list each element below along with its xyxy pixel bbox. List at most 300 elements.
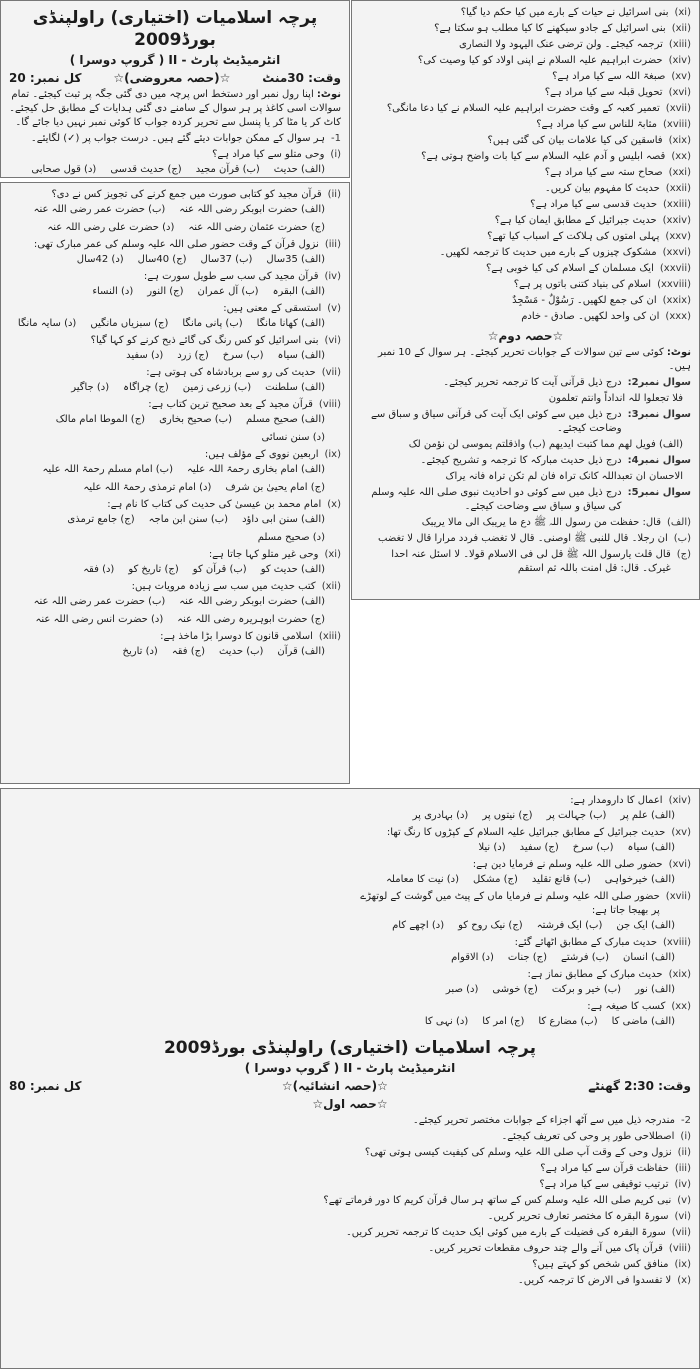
answer-option[interactable]: (ب) جہالت پر: [546, 810, 607, 821]
question-item: [352, 245, 699, 261]
answer-options: [1, 163, 349, 178]
question-item: [352, 53, 699, 69]
question-number: (xxv): [665, 231, 691, 242]
question-item: [1, 1273, 699, 1289]
question-item: [352, 69, 699, 85]
question-number: (xii): [321, 581, 341, 592]
long-question: [352, 485, 699, 515]
question-item: [1, 333, 349, 349]
answer-option[interactable]: (د) جاگیر: [71, 382, 110, 393]
total-marks: کل نمبر: 20: [9, 71, 82, 85]
answer-option[interactable]: (ب) سرخ: [572, 842, 614, 853]
answer-option[interactable]: (ب) قرآن کو: [192, 564, 247, 575]
question-text: کتب حدیث میں سب سے زیادہ مرویات ہیں:: [131, 581, 316, 592]
question-item: [1, 497, 349, 513]
arabic-text: فلا تجعلوا للہ انداداً وانتم تعلمون: [548, 393, 683, 404]
question-text: قرآن مجید کے بعد صحیح ترین کتاب ہے:: [148, 399, 313, 410]
long-question-text: درج ذیل میں سے کوئی دو احادیث نبوی صلی اللہ علیہ وسلم کی سیاق و سباق سے وضاحت کیجئے۔: [371, 487, 622, 512]
question-item: [349, 825, 699, 841]
question-item: [1, 301, 349, 317]
question-text: حدیث مبارک کے مطابق نماز ہے:: [527, 969, 663, 980]
answer-option[interactable]: (الف) حضرت ابوبکر رضی اللہ عنہ: [179, 596, 325, 607]
answer-options: [1, 349, 349, 365]
answer-option[interactable]: (ج) امر کا: [482, 1016, 525, 1027]
answer-option[interactable]: (الف) حدیث: [273, 164, 325, 175]
question-item: [352, 37, 699, 53]
question-text: حدیث کا مفہوم بیان کریں۔: [544, 183, 660, 194]
answer-option[interactable]: (ب) حضرت عمر رضی اللہ عنہ: [33, 596, 166, 607]
answer-option[interactable]: (ب) امام مسلم رحمۃ اللہ علیہ: [42, 464, 173, 475]
question-item: [349, 889, 699, 919]
question-text: حدیث قدسی سے کیا مراد ہے؟: [530, 199, 658, 210]
hadith-item: [352, 515, 699, 531]
question-text: حضرت ابراہیم علیہ السلام نے اپنی اولاد کو کیا وصیت کی؟: [417, 55, 663, 66]
answer-options: [349, 1015, 699, 1031]
question-number: (xv): [671, 827, 691, 838]
answer-options: [349, 873, 699, 889]
question-text: وحی متلو سے کیا مراد ہے؟: [212, 149, 325, 160]
question-text: بنی اسرائیل نے حیات کے بارے میں کیا حکم دیا گیا؟: [460, 7, 669, 18]
question-number: (xxi): [668, 167, 691, 178]
paper-subtitle-2: انٹرمیڈیٹ پارٹ - II ( گروپ دوسرا ): [244, 1061, 456, 1075]
question-number: (xvii): [665, 891, 691, 902]
question-text: اصطلاحی طور پر وحی کی تعریف کیجئے۔: [501, 1131, 675, 1142]
question-number: (xxix): [662, 295, 691, 306]
answer-option[interactable]: (ب) پانی مانگا: [182, 318, 243, 329]
answer-options: [349, 983, 699, 999]
question-item: [1, 579, 349, 595]
objective-header-panel: [0, 0, 350, 178]
question-item: [1, 187, 349, 203]
answer-option[interactable]: (ج) زرد: [177, 350, 209, 361]
hadith-label: (ب): [673, 533, 691, 544]
question-number: (xvi): [668, 87, 691, 98]
answer-option[interactable]: (ج) چراگاہ: [123, 382, 169, 393]
question-item: [1, 1225, 699, 1241]
question-item: [1, 629, 349, 645]
answer-options: [1, 203, 349, 237]
question-number: (xviii): [663, 937, 691, 948]
answer-options: [1, 645, 349, 661]
answer-option[interactable]: (ج) حدیث قدسی: [110, 164, 182, 175]
part-one-label: ☆حصہ اول☆: [312, 1097, 388, 1111]
question-text: مثابۃ للناس سے کیا مراد ہے؟: [536, 119, 658, 130]
long-question-list: [352, 375, 699, 515]
answer-option[interactable]: (ب) قانع تقلید: [531, 874, 591, 885]
question-text: لا تفسدوا فی الارض کا ترجمہ کریں۔: [517, 1275, 672, 1286]
question-text: نزول وحی کے وقت آپ صلی اللہ علیہ وسلم کی کیفیت کیسی ہوتی تھی؟: [364, 1147, 672, 1158]
question-text: ترجمہ کیجئے۔ ولن ترضی عنک الیہود ولا النصاری: [458, 39, 663, 50]
answer-option[interactable]: (الف) ماضی کا: [611, 1016, 675, 1027]
question-item: [352, 5, 699, 21]
question-item: [349, 935, 699, 951]
question-list: [349, 793, 699, 1031]
answer-option[interactable]: (الف) 35سال: [266, 254, 325, 265]
question-item: [352, 293, 699, 309]
answer-option[interactable]: (ج) نیتوں پر: [482, 810, 533, 821]
question-number: (xv): [671, 71, 691, 82]
question-item: [1, 269, 349, 285]
question-text: کسب کا صیغہ ہے:: [587, 1001, 666, 1012]
answer-options: [1, 595, 349, 629]
answer-option[interactable]: (د) نیلا: [478, 842, 506, 853]
long-question-number: سوال نمبر2:: [627, 377, 691, 388]
answer-option[interactable]: (ب) سرخ: [222, 350, 264, 361]
question-number: (v): [677, 1195, 691, 1206]
short-question-list: [1, 1129, 699, 1289]
answer-option[interactable]: (الف) انسان: [622, 952, 675, 963]
answer-option[interactable]: (ج) جامع ترمذی: [67, 514, 135, 525]
question-item: [1, 1241, 699, 1257]
answer-option[interactable]: (الف) حضرت ابوبکر رضی اللہ عنہ: [179, 204, 325, 215]
long-question-number: سوال نمبر5:: [627, 487, 691, 498]
paper-meta: [1, 69, 349, 87]
question-number: (ii): [327, 189, 341, 200]
question-item: [1, 1257, 699, 1273]
answer-option[interactable]: (ج) تاریخ کو: [128, 564, 179, 575]
question-item: [352, 133, 699, 149]
question-item: [352, 261, 699, 277]
question-text: اعمال کا دارومدار ہے:: [570, 795, 663, 806]
question-text: حدیث جبرائیل کے مطابق ایمان کیا ہے؟: [494, 215, 657, 226]
answer-option[interactable]: (ج) حضرت عثمان رضی اللہ عنہ: [188, 222, 325, 233]
question-item: [352, 181, 699, 197]
hadith-text: قال: حفظت من رسول اللہ ﷺ دع ما یریبک الی مالا یریبک: [421, 517, 662, 528]
note-text-2: کوئی سے تین سوالات کے جوابات تحریر کیجئے۔ ہر سوال کے 10 نمبر ہیں۔: [378, 347, 691, 372]
question-item: [349, 793, 699, 809]
answer-option[interactable]: (ب) آل عمران: [197, 286, 259, 297]
question-text: مشکوک چیزوں کے بارے میں حدیث کا ترجمہ لکھیں۔: [439, 247, 657, 258]
mcq-column: [349, 793, 699, 1031]
question-number: (xiii): [668, 39, 691, 50]
answer-option[interactable]: (ج) فقہ: [171, 646, 205, 657]
question-item: [352, 165, 699, 181]
answer-option[interactable]: (د) 42سال: [76, 254, 124, 265]
hadith-item: [352, 531, 699, 547]
question-number: (xix): [668, 969, 691, 980]
note-text: اپنا رول نمبر اور دستخط اس پرچہ میں دی گئی جگہ پر ثبت کیجئے۔ تمام سوالات اسی کاغذ پر ہر سوال کے سامنے دی گئی ہدایات کے مطابق حل کیجئے۔ کاٹ کر یا مٹا کر یا پنسل سے تحریر کردہ جواب کا کوئی نمبر نہیں دیا جائے گا۔: [9, 89, 341, 128]
question-number: (vii): [321, 367, 341, 378]
question-number-2: 2-: [681, 1115, 691, 1126]
answer-option[interactable]: (ب) صحیح بخاری: [159, 414, 232, 425]
question-item: [352, 229, 699, 245]
short-and-long-panel: [351, 0, 700, 600]
paper-title-2: پرچہ اسلامیات (اختیاری) راولپنڈی بورڈ2009: [163, 1038, 537, 1058]
answer-option[interactable]: (الف) کھانا مانگا: [256, 318, 325, 329]
question-number: 1-: [331, 133, 341, 144]
mcq-and-long-panel: [0, 788, 700, 1369]
question-number: (xvi): [668, 859, 691, 870]
question-text: پہلی امتوں کی ہلاکت کے اسباب کیا تھے؟: [487, 231, 660, 242]
answer-option[interactable]: (الف) علم پر: [620, 810, 675, 821]
question-item: [352, 197, 699, 213]
answer-option[interactable]: (الف) البقرہ: [272, 286, 325, 297]
question-text: حدیث جبرائیل کے مطابق جبرائیل علیہ السلام کے کپڑوں کا رنگ تھا:: [386, 827, 666, 838]
question-number: (ii): [677, 1147, 691, 1158]
answer-option[interactable]: (ب) مضارع کا: [538, 1016, 598, 1027]
question-text: سورۃ البقرہ کی فضیلت کے بارے میں کوئی ایک حدیث کا ترجمہ تحریر کریں۔: [345, 1227, 666, 1238]
answer-options: [1, 463, 349, 497]
answer-option[interactable]: (الف) سنن ابی داؤد: [242, 514, 325, 525]
answer-option[interactable]: (ج) جنات: [507, 952, 548, 963]
answer-options: [1, 563, 349, 579]
question-number: (viii): [668, 1243, 691, 1254]
answer-option[interactable]: (ب) حدیث: [218, 646, 264, 657]
hadith-label: (الف): [667, 517, 691, 528]
question-number: (i): [330, 149, 341, 160]
question-number: (xx): [671, 151, 691, 162]
question-text: نزول قرآن کے وقت حضور صلی اللہ علیہ وسلم کی عمر مبارک تھی:: [33, 239, 319, 250]
answer-option[interactable]: (د) النساء: [92, 286, 134, 297]
question-item: [1, 397, 349, 413]
question-intro: [1, 131, 349, 147]
mcq-panel-a: [0, 182, 350, 784]
question-item: [1, 1209, 699, 1225]
answer-option[interactable]: (ج) النور: [147, 286, 184, 297]
answer-option[interactable]: (الف) سیاہ: [627, 842, 675, 853]
question-text: بنی اسرائیل کے جادو سیکھنے کا کیا مطلب ہو سکتا ہے؟: [434, 23, 666, 34]
question-text-2: مندرجہ ذیل میں سے آٹھ اجزاء کے جوابات مختصر تحریر کیجئے۔: [412, 1115, 676, 1126]
question-item: [1, 447, 349, 463]
long-question-number: سوال نمبر3:: [627, 409, 691, 420]
answer-option[interactable]: (الف) سلطنت: [265, 382, 325, 393]
section-label-2: ☆(حصہ انشائیہ)☆: [281, 1079, 388, 1093]
question-text: استسقی کے معنی ہیں:: [223, 303, 322, 314]
question-number: (iv): [674, 1179, 691, 1190]
question-item: [1, 1177, 699, 1193]
part-two-label: ☆حصہ دوم☆: [487, 329, 564, 343]
answer-options: [1, 381, 349, 397]
question-text: ان کی جمع لکھیں۔ رَسُوْلٌ - مَسْجِدٌ: [512, 295, 657, 306]
question-text: قرآن پاک میں آنے والے چند حروف مقطعات تحریر کریں۔: [428, 1243, 663, 1254]
long-question: [352, 453, 699, 469]
subjective-section: [1, 1037, 699, 1289]
answer-option[interactable]: (ج) مشکل: [473, 874, 518, 885]
answer-option[interactable]: (الف) صحیح مسلم: [246, 414, 325, 425]
question-number: (i): [680, 1131, 691, 1142]
question-item: [352, 117, 699, 133]
question-text: ان کی واحد لکھیں۔ صادق - خادم: [521, 311, 660, 322]
answer-option[interactable]: (ج) الموطا امام مالک: [55, 414, 146, 425]
question-number: (xxviii): [657, 279, 691, 290]
question-number: (iii): [324, 239, 341, 250]
answer-option[interactable]: (د) نہی کا: [424, 1016, 469, 1027]
answer-options: [349, 809, 699, 825]
answer-option[interactable]: (ج) نیک روح کو: [458, 920, 523, 931]
question-item: [349, 857, 699, 873]
question-number: (vi): [674, 1211, 691, 1222]
question-item: [349, 967, 699, 983]
question-item: [352, 21, 699, 37]
question-item: [1, 1161, 699, 1177]
question-item: [1, 547, 349, 563]
instructions: [1, 87, 349, 131]
section-label: ☆(حصہ معروضی)☆: [113, 71, 231, 85]
answer-option[interactable]: (د) نیت کا معاملہ: [386, 874, 460, 885]
question-item: [1, 237, 349, 253]
hadith-list: [352, 515, 699, 577]
answer-option[interactable]: (ج) امام یحییٰ بن شرف: [225, 482, 325, 493]
question-text: ایک مسلمان کے اسلام کی کیا خوبی ہے؟: [486, 263, 654, 274]
answer-option[interactable]: (د) بہادری پر: [412, 810, 469, 821]
question-text: بنی اسرائیل کو کس رنگ کی گائے ذبح کرنے کو کہا گیا؟: [90, 335, 319, 346]
question-text: وحی غیر متلو کہا جاتا ہے:: [208, 549, 319, 560]
long-question-text: درج ذیل قرآنی آیت کا ترجمہ تحریر کیجئے۔: [443, 377, 622, 388]
answer-option[interactable]: (د) حضرت انس رضی اللہ عنہ: [35, 614, 164, 625]
question-item: [1, 147, 349, 163]
question-item: [352, 101, 699, 117]
question-text: امام محمد بن عیسیٰ کی حدیث کی کتاب کا نام ہے:: [107, 499, 322, 510]
hadith-text: قال قلت یارسول اللہ ﷺ قل لی فی الاسلام قولا۔ لا اسئل عنہ احدا غیرک۔ قال: قل امنت باللہ ثم استقم: [391, 549, 671, 574]
answer-option[interactable]: (د) تاریخ: [122, 646, 158, 657]
answer-option[interactable]: (الف) قرآن: [277, 646, 325, 657]
long-question: [352, 407, 699, 437]
answer-options: [1, 513, 349, 547]
answer-options: [349, 951, 699, 967]
answer-option[interactable]: (د) قول صحابی: [31, 164, 97, 175]
arabic-text: الاحسان ان تعبداللہ کانک تراہ فان لم تکن تراہ فانہ یراک: [445, 471, 683, 482]
question-item: [349, 999, 699, 1015]
question-number: (iii): [674, 1163, 691, 1174]
question-text: حدیث کی رو سے بربادشاہ کی ہوتی ہے:: [146, 367, 316, 378]
answer-option[interactable]: (ب) خیر و برکت: [551, 984, 622, 995]
question-number: (xviii): [663, 119, 691, 130]
answer-option[interactable]: (ب) زرعی زمین: [182, 382, 252, 393]
question-number: (ix): [324, 449, 341, 460]
answer-option[interactable]: (الف) ایک جن: [616, 920, 675, 931]
answer-option[interactable]: (د) اچھے کام: [392, 920, 445, 931]
answer-option[interactable]: (ب) حضرت عمر رضی اللہ عنہ: [33, 204, 166, 215]
question-item: [352, 149, 699, 165]
question-number: (xiv): [668, 55, 691, 66]
question-item: [352, 309, 699, 325]
question-text: اسلام کی بنیاد کتنی باتوں پر ہے؟: [513, 279, 652, 290]
question-item: [352, 85, 699, 101]
question-item: [352, 277, 699, 293]
question-number: (xxvi): [662, 247, 691, 258]
question-number: (v): [327, 303, 341, 314]
question-item: [1, 1145, 699, 1161]
question-text: سورۃ البقرہ کا مختصر تعارف تحریر کریں۔: [487, 1211, 669, 1222]
time-label-2: وقت: 2:30 گھنٹے: [588, 1079, 691, 1093]
answer-option[interactable]: (د) سنن نسائی: [261, 432, 325, 443]
answer-option[interactable]: (د) الاقوام: [451, 952, 494, 963]
question-number: (xii): [671, 23, 691, 34]
question-number: (x): [327, 499, 341, 510]
question-text: فاسقین کی کیا علامات بیان کی گئی ہیں؟: [487, 135, 663, 146]
answer-option[interactable]: (د) سفید: [126, 350, 164, 361]
note-label-2: نوٹ:: [666, 347, 691, 358]
question-text: قرآن مجید کو کتابی صورت میں جمع کرنے کی تجویز کس نے دی؟: [51, 189, 322, 200]
question-number: (xi): [674, 7, 691, 18]
question-text: حدیث مبارک کے مطابق اٹھائے گئے:: [514, 937, 658, 948]
answer-option[interactable]: (ج) حضرت ابوہریرہ رضی اللہ عنہ: [177, 614, 325, 625]
question-number: (iv): [324, 271, 341, 282]
question-item: [1, 365, 349, 381]
answer-option[interactable]: (ج) سبزیاں مانگیں: [90, 318, 169, 329]
question-number: (vi): [324, 335, 341, 346]
instructions-2: [352, 345, 699, 375]
long-question-number: سوال نمبر4:: [627, 455, 691, 466]
question-text: ہر سوال کے ممکن جوابات دیئے گئے ہیں۔ درست جواب پر (✓) لگایئے۔: [30, 133, 326, 144]
answer-option[interactable]: (ب) سنن ابن ماجہ: [148, 514, 229, 525]
question-text: صحاح ستہ سے کیا مراد ہے؟: [544, 167, 663, 178]
question-number: (viii): [318, 399, 341, 410]
question-text: نبی کریم صلی اللہ علیہ وسلم کس کے ساتھ ہر سال قرآن کریم کا دور فرماتے تھے؟: [323, 1195, 672, 1206]
answer-options: [1, 285, 349, 301]
answer-option[interactable]: (د) امام ترمذی رحمۃ اللہ علیہ: [83, 482, 212, 493]
question-number: (x): [677, 1275, 691, 1286]
question-text: اربعین نووی کے مؤلف ہیں:: [204, 449, 319, 460]
time-label: وقت: 30منٹ: [262, 71, 341, 85]
answer-option[interactable]: (الف) امام بخاری رحمۃ اللہ علیہ: [187, 464, 325, 475]
answer-option[interactable]: (ج) سفید: [519, 842, 559, 853]
question-number: (xvii): [665, 103, 691, 114]
answer-options: [1, 253, 349, 269]
answer-options: [349, 919, 699, 935]
long-question-text: درج ذیل میں سے کوئی ایک آیت کی قرآنی سیاق و سباق سے وضاحت کیجئے۔: [370, 409, 622, 434]
question-text: قرآن مجید کی سب سے طویل سورت ہے:: [143, 271, 319, 282]
question-text: تحویل قبلہ سے کیا مراد ہے؟: [544, 87, 663, 98]
question-number: (xxiii): [663, 199, 691, 210]
answer-option[interactable]: (د) صبر: [445, 984, 479, 995]
question-text: منافق کس شخص کو کہتے ہیں؟: [532, 1259, 669, 1270]
arabic-text: (الف) فویل لھم مما کتبت ایدیھم (ب) واذقلتم یموسی لن نؤمن لک: [408, 439, 683, 450]
answer-option[interactable]: (الف) نور: [635, 984, 675, 995]
answer-option[interactable]: (د) صحیح مسلم: [257, 532, 325, 543]
question-number: (ix): [674, 1259, 691, 1270]
question-number: (xiii): [318, 631, 341, 642]
answer-option[interactable]: (ب) قرآن مجید: [195, 164, 260, 175]
answer-option[interactable]: (د) سایہ مانگا: [17, 318, 77, 329]
answer-options: [349, 841, 699, 857]
answer-option[interactable]: (ب) 37سال: [200, 254, 253, 265]
question-intro-2: [1, 1113, 699, 1129]
answer-option[interactable]: (د) حضرت علی رضی اللہ عنہ: [47, 222, 175, 233]
answer-options: [1, 317, 349, 333]
answer-option[interactable]: (ب) ایک فرشتہ: [536, 920, 603, 931]
paper-subtitle: انٹرمیڈیٹ پارٹ - II ( گروپ دوسرا ): [69, 53, 281, 67]
long-question: [352, 375, 699, 391]
question-text: حضور صلی اللہ علیہ وسلم نے فرمایا ماں کے پیٹ میں گوشت کے لوتھڑے پر بھیجا جاتا ہے:: [360, 891, 660, 916]
question-number: (xxx): [665, 311, 691, 322]
hadith-item: [352, 547, 699, 577]
answer-option[interactable]: (الف) سیاہ: [277, 350, 325, 361]
answer-options: [1, 413, 349, 447]
question-text: تعمیر کعبہ کے وقت حضرت ابراہیم علیہ السلام نے کیا دعا مانگی؟: [386, 103, 660, 114]
answer-option[interactable]: (الف) خیرخواہی: [604, 874, 675, 885]
question-number: (xix): [668, 135, 691, 146]
answer-option[interactable]: (ب) فرشتے: [561, 952, 609, 963]
hadith-text: ان رجلا۔ قال للنبی ﷺ اوصنی۔ قال لا تغضب فردد مرارا قال لا تغضب: [378, 533, 668, 544]
question-item: [352, 213, 699, 229]
answer-option[interactable]: (ج) 40سال: [137, 254, 187, 265]
answer-option[interactable]: (د) فقہ: [83, 564, 115, 575]
question-number: (vii): [671, 1227, 691, 1238]
long-question-text: درج ذیل حدیث مبارکہ کا ترجمہ و تشریح کیجئے۔: [420, 455, 622, 466]
question-number: (xxii): [665, 183, 691, 194]
question-item: [1, 1129, 699, 1145]
paper-title: پرچہ اسلامیات (اختیاری) راولپنڈی بورڈ2009: [32, 8, 318, 50]
answer-option[interactable]: (ج) خوشی: [492, 984, 538, 995]
note-label: نوٹ:: [316, 89, 341, 100]
question-number: (xxiv): [662, 215, 691, 226]
hadith-label: (ج): [676, 549, 691, 560]
short-question-list-2: [352, 5, 699, 325]
question-list: [1, 147, 349, 178]
question-text: حضور صلی اللہ علیہ وسلم نے فرمایا دین ہے:: [472, 859, 663, 870]
answer-option[interactable]: (الف) حدیث کو: [260, 564, 325, 575]
